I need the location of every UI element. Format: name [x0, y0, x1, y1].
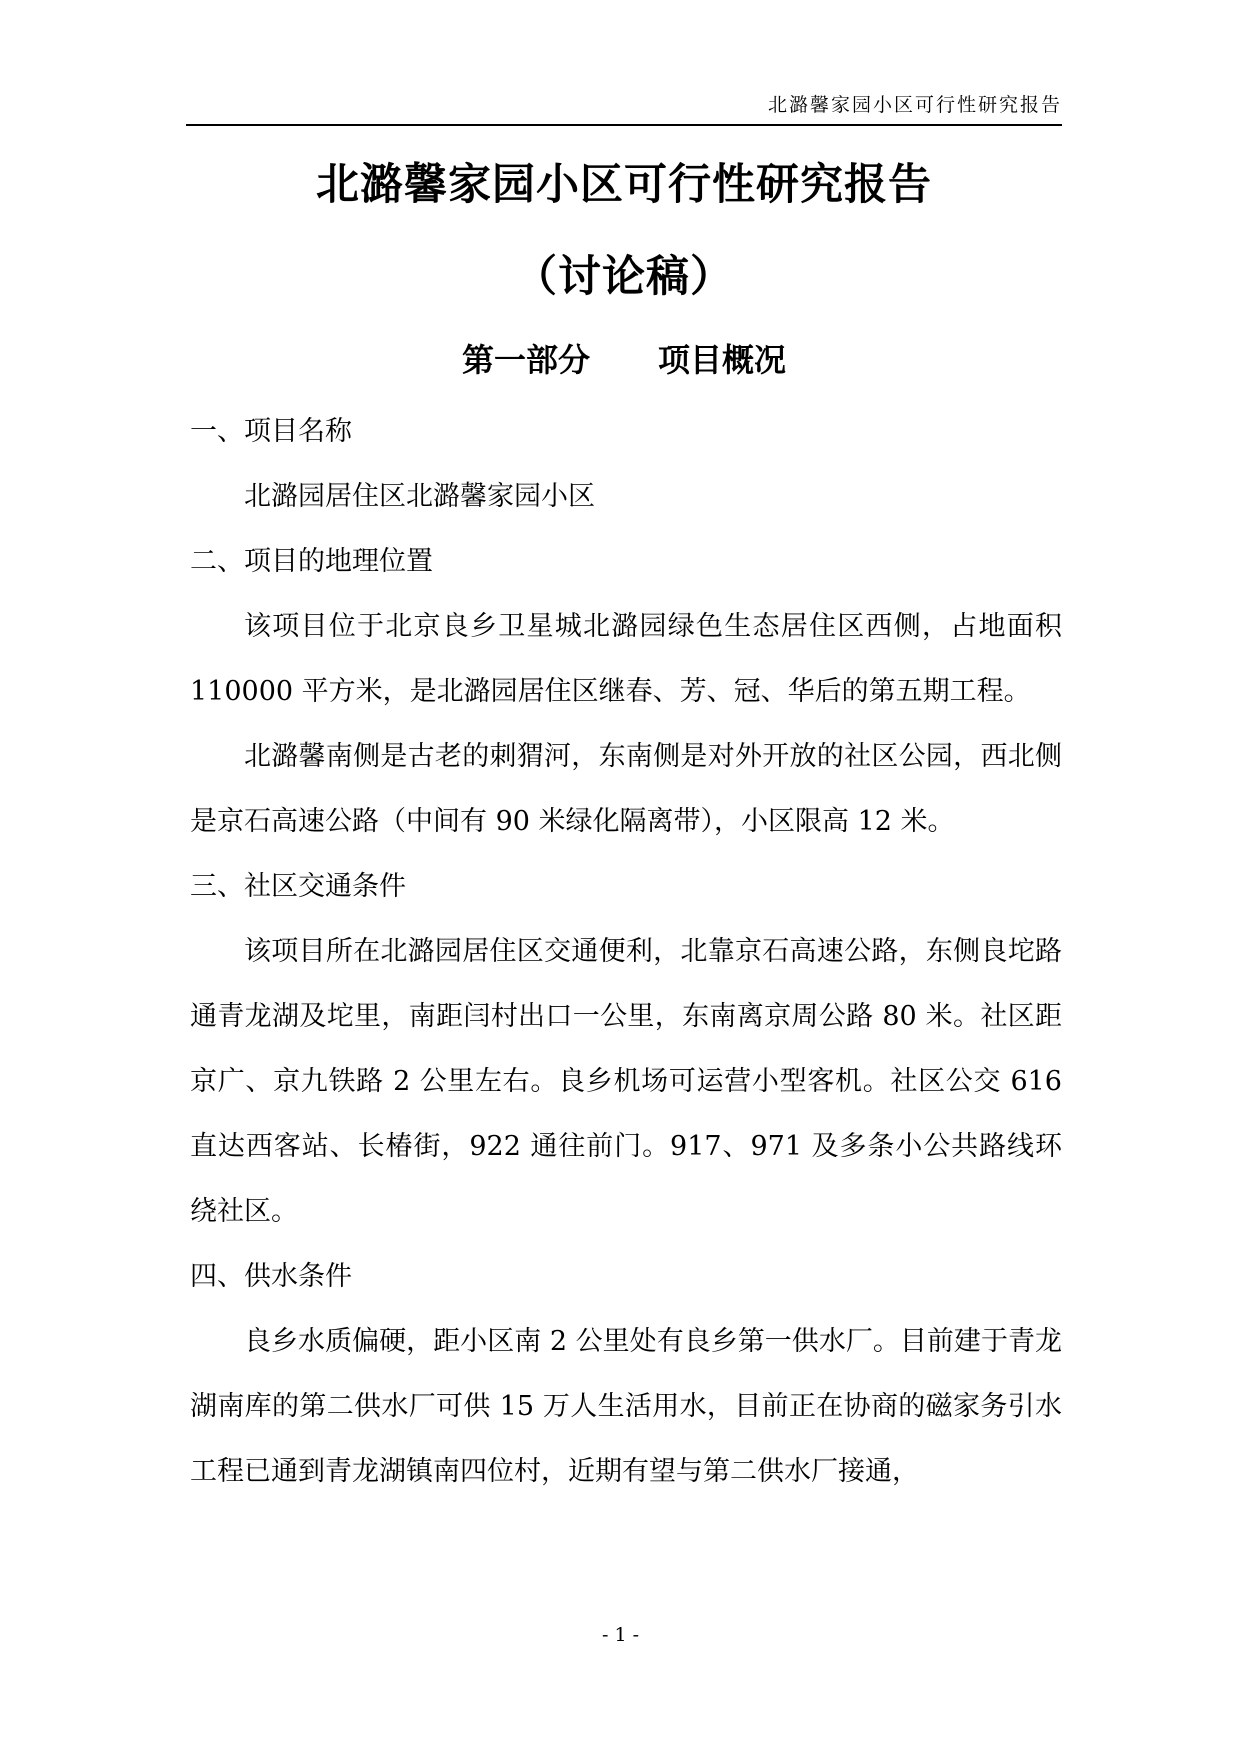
paragraph: 良乡水质偏硬，距小区南 2 公里处有良乡第一供水厂。目前建于青龙湖南库的第二供水厂可供 15 万人生活用水，目前正在协商的磁家务引水工程已通到青龙湖镇南四位村，近期有望与第二供水厂接通，: [190, 1326, 1062, 1487]
paragraph: 该项目位于北京良乡卫星城北潞园绿色生态居住区西侧，占地面积 110000 平方米，是北潞园居住区继春、芳、冠、华后的第五期工程。: [190, 611, 1062, 707]
page-number: - 1 -: [601, 1624, 639, 1646]
paragraph: 该项目所在北潞园居住区交通便利，北靠京石高速公路，东侧良坨路通青龙湖及坨里，南距闫村出口一公里，东南离京周公路 80 米。社区距京广、京九铁路 2 公里左右。良乡机场可运营小型客机。社区公交 616 直达西客站、长椿街，922 通往前门。917、971 及多条小公共路线环绕社区。: [190, 936, 1062, 1227]
document-title: 北潞馨家园小区可行性研究报告: [316, 160, 932, 210]
document-body: [190, 399, 1062, 1504]
section-heading: 一、项目名称: [190, 416, 352, 447]
section-heading: 四、供水条件: [190, 1261, 352, 1292]
document-subtitle: （讨论稿）: [514, 252, 734, 302]
part-name: 项目概况: [658, 341, 787, 379]
section-heading: 二、项目的地理位置: [190, 546, 433, 577]
section-heading: 三、社区交通条件: [190, 871, 406, 902]
running-header-title: 北潞馨家园小区可行性研究报告: [767, 94, 1062, 116]
running-header: [186, 90, 1062, 126]
paragraph: 北潞馨南侧是古老的刺猬河，东南侧是对外开放的社区公园，西北侧是京石高速公路（中间有 90 米绿化隔离带），小区限高 12 米。: [190, 741, 1062, 837]
part-number: 第一部分: [461, 341, 590, 379]
paragraph: 北潞园居住区北潞馨家园小区: [244, 481, 595, 512]
part-heading: [186, 340, 1062, 380]
